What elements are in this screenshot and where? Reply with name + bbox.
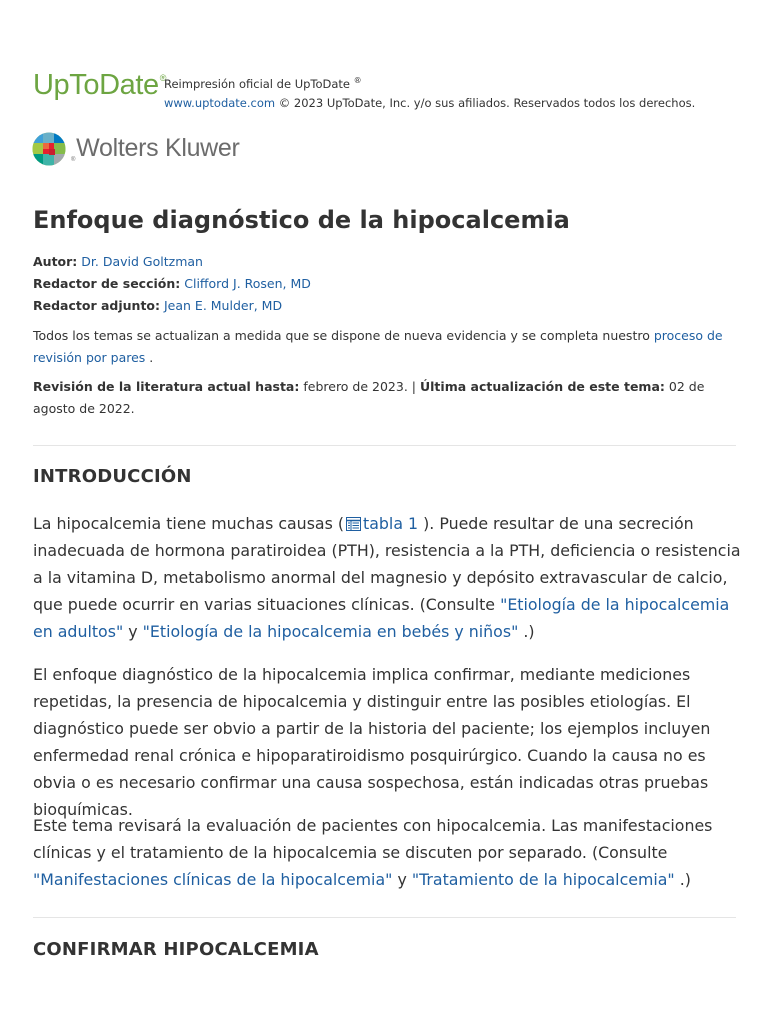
wolters-kluwer-reg: ®	[71, 157, 76, 163]
table-icon	[346, 517, 361, 531]
update-note-text: Todos los temas se actualizan a medida que se dispone de nueva evidencia y se completa nuestro	[33, 328, 650, 343]
deputy-editor-label: Redactor adjunto:	[33, 298, 161, 313]
header	[33, 68, 753, 108]
update-note-end: .	[149, 350, 154, 365]
etiology-adults-link[interactable]: "Etiología de la hipocalcemia en adultos"	[33, 595, 730, 641]
wolters-kluwer-name	[71, 134, 240, 163]
uptodate-logo-text: UpToDate	[33, 69, 159, 101]
table-1-link[interactable]: tabla 1	[363, 514, 419, 533]
divider	[33, 917, 736, 918]
reprint-reg: ®	[353, 76, 362, 85]
wolters-kluwer-text: Wolters Kluwer	[76, 134, 240, 162]
wolters-kluwer-logo-icon	[32, 132, 66, 166]
author-row	[33, 251, 743, 273]
uptodate-site-link[interactable]: www.uptodate.com	[164, 95, 276, 110]
reprint-notice	[164, 71, 695, 113]
treatment-link[interactable]: "Tratamiento de la hipocalcemia"	[411, 870, 675, 889]
last-updated-date: 02 de agosto de 2022.	[33, 379, 705, 416]
lit-review-date: febrero de 2023.	[303, 379, 408, 394]
last-updated-label: Última actualización de este tema:	[420, 379, 665, 394]
date-separator: |	[411, 379, 417, 394]
divider	[33, 445, 736, 446]
article-title: Enfoque diagnóstico de la hipocalcemia	[33, 206, 570, 234]
intro-heading: INTRODUCCIÓN	[33, 466, 192, 487]
p1-text-a: La hipocalcemia tiene muchas causas (	[33, 514, 345, 533]
p3-text-a: Este tema revisará la evaluación de pacientes con hipocalcemia. Las manifestaciones clínicas y el tratamiento de la hipocalcemia se discuten por separado. (Consulte	[33, 816, 713, 862]
copyright-text: © 2023 UpToDate, Inc. y/o sus afiliados. Reservados todos los derechos.	[278, 95, 696, 110]
intro-paragraph-1	[33, 510, 743, 645]
p1-and: y	[128, 622, 138, 641]
section-editor-label: Redactor de sección:	[33, 276, 181, 291]
section-editor-link[interactable]: Clifford J. Rosen, MD	[184, 276, 311, 291]
section-editor-row	[33, 273, 743, 295]
deputy-editor-link[interactable]: Jean E. Mulder, MD	[164, 298, 283, 313]
confirm-heading: CONFIRMAR HIPOCALCEMIA	[33, 939, 319, 960]
author-label: Autor:	[33, 254, 78, 269]
clinical-manifestations-link[interactable]: "Manifestaciones clínicas de la hipocalcemia"	[33, 870, 393, 889]
update-note	[33, 325, 738, 369]
lit-review-label: Revisión de la literatura actual hasta:	[33, 379, 300, 394]
deputy-editor-row	[33, 295, 743, 317]
p1-end: .)	[523, 622, 535, 641]
p3-end: .)	[679, 870, 691, 889]
intro-paragraph-2: El enfoque diagnóstico de la hipocalcemia implica confirmar, mediante mediciones repetidas, la presencia de hipocalcemia y distinguir entre las posibles etiologías. El diagnóstico puede ser obvio a partir de la historia del paciente; los ejemplos incluyen enfermedad renal crónica e hipoparatiroidismo posquirúrgico. Cuando la causa no es obvia o es necesario confirmar una causa sospechosa, están indicadas otras pruebas bioquímicas.	[33, 665, 711, 819]
p3-and: y	[397, 870, 407, 889]
reprint-label: Reimpresión oficial de UpToDate	[164, 76, 350, 91]
p1-text-b: ). Puede resultar de una secreción inadecuada de hormona paratiroidea (PTH), resistencia a la PTH, deficiencia o resistencia a la vitamina D, metabolismo anormal del magnesio y depósito extravascular de calcio, que puede ocurrir en varias situaciones clínicas. (Consulte	[33, 514, 741, 614]
etiology-children-link[interactable]: "Etiología de la hipocalcemia en bebés y niños"	[142, 622, 519, 641]
peer-review-link[interactable]: proceso de revisión por pares	[33, 328, 723, 365]
author-link[interactable]: Dr. David Goltzman	[81, 254, 203, 269]
review-dates	[33, 376, 738, 420]
article-authors	[33, 251, 743, 317]
intro-paragraph-3	[33, 812, 743, 893]
uptodate-logo[interactable]	[33, 69, 166, 102]
uptodate-logo-reg: ®	[159, 73, 166, 83]
